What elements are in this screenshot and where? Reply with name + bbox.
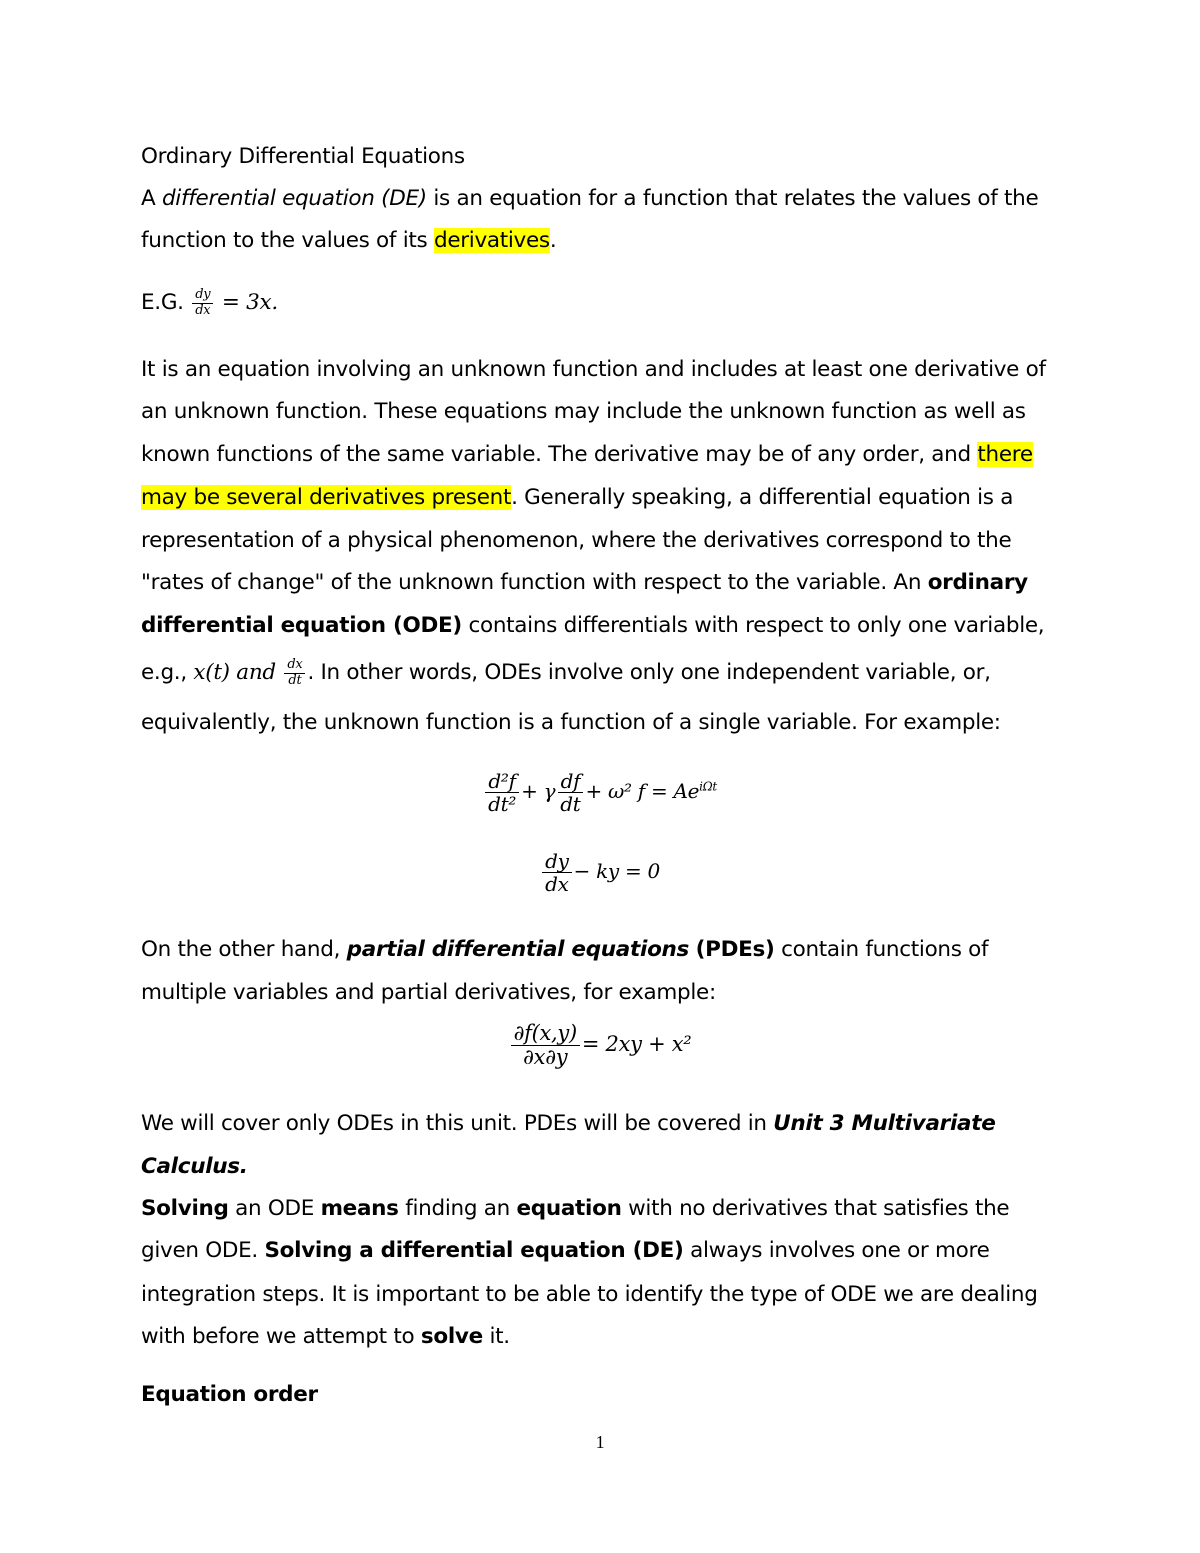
- term-solve: solve: [420, 1324, 483, 1349]
- text: "rates of change" of the unknown function with respect to the variable. An: [141, 570, 928, 595]
- para2-line8: [141, 658, 991, 688]
- fraction-dx-dt: [284, 658, 305, 688]
- term-ode: differential equation (ODE): [141, 613, 462, 638]
- fraction-denominator: dx: [545, 872, 569, 896]
- equation-1: [0, 770, 1200, 815]
- fraction: [557, 770, 583, 815]
- para1-line2: [141, 226, 556, 256]
- equation-rest: = 2xy + x²: [581, 1032, 692, 1057]
- term-calculus: Calculus.: [141, 1154, 248, 1179]
- para2-line9: equivalently, the unknown function is a function of a single variable. For example:: [141, 710, 1001, 735]
- fraction-numerator: dy: [542, 850, 572, 873]
- text: known functions of the same variable. The derivative may be of any order, and: [141, 442, 978, 467]
- text: an ODE: [228, 1196, 321, 1221]
- text: it.: [482, 1324, 510, 1349]
- fraction: [511, 1022, 580, 1069]
- term-solving-de: Solving a differential equation (DE): [264, 1238, 684, 1263]
- term-means: means: [320, 1196, 399, 1221]
- text: function to the values of its: [141, 228, 434, 253]
- example-line: [141, 288, 278, 318]
- text: A: [141, 186, 162, 211]
- page-number: 1: [595, 1432, 605, 1452]
- para5-line1: [141, 1194, 1009, 1224]
- section-heading: Equation order: [141, 1382, 318, 1407]
- term-pde: partial differential equations: [346, 937, 690, 962]
- para5-line2: [141, 1236, 990, 1266]
- equation-2: [0, 850, 1200, 895]
- document-title: Ordinary Differential Equations: [141, 144, 465, 169]
- text: finding an: [398, 1196, 517, 1221]
- math-x-of-t: x(t) and: [193, 660, 283, 685]
- text: contain functions of: [774, 937, 989, 962]
- para2-line1: It is an equation involving an unknown function and includes at least one derivative of: [141, 357, 1046, 382]
- term-pdes: (PDEs): [695, 937, 775, 962]
- fraction-numerator: dx: [284, 658, 305, 673]
- text: On the other hand,: [141, 937, 347, 962]
- example-label: E.G.: [141, 290, 191, 315]
- fraction-numerator: df: [558, 770, 584, 793]
- para5-line4: [141, 1322, 510, 1352]
- fraction-denominator: dx: [195, 302, 211, 318]
- fraction-denominator: dt²: [488, 792, 517, 816]
- text: is an equation for a function that relates the values of the: [426, 186, 1039, 211]
- para3-line2: multiple variables and partial derivatives, for example:: [141, 980, 716, 1005]
- para5-line3: integration steps. It is important to be able to identify the type of ODE we are dealing: [141, 1282, 1038, 1307]
- example-rhs: = 3x.: [215, 290, 278, 315]
- fraction-denominator: dt: [560, 792, 581, 816]
- text: . Generally speaking, a differential equation is a: [511, 485, 1014, 510]
- exponent: iΩt: [699, 779, 717, 794]
- text: given ODE.: [141, 1238, 265, 1263]
- term-differential-equation: differential equation (DE): [161, 186, 427, 211]
- highlight-several-derivatives: may be several derivatives present: [141, 485, 512, 510]
- para2-line4: [141, 483, 1013, 513]
- term-unit3: Unit 3 Multivariate: [773, 1111, 996, 1136]
- text: .: [549, 228, 557, 253]
- fraction-dy-dx: [192, 288, 213, 318]
- equation-rest: − ky = 0: [573, 859, 660, 883]
- operator: + γ: [521, 779, 556, 803]
- highlight-there: there: [977, 442, 1033, 467]
- para2-line7: [141, 611, 1044, 641]
- para2-line5: representation of a physical phenomenon, where the derivatives correspond to the: [141, 528, 1012, 553]
- para2-line6: [141, 568, 1028, 598]
- equation-rest: + ω² f = Ae: [585, 779, 700, 803]
- para4-line1: [141, 1109, 996, 1139]
- term-ordinary: ordinary: [927, 570, 1028, 595]
- para3-line1: [141, 935, 988, 965]
- para1-line1: [141, 184, 1038, 214]
- term-solving: Solving: [141, 1196, 229, 1221]
- term-equation: equation: [516, 1196, 622, 1221]
- text: with no derivatives that satisfies the: [621, 1196, 1010, 1221]
- text: contains differentials with respect to only one variable,: [461, 613, 1045, 638]
- text: always involves one or more: [683, 1238, 990, 1263]
- fraction-numerator: ∂f(x,y): [511, 1022, 580, 1046]
- fraction-denominator: ∂x∂y: [523, 1045, 568, 1070]
- text: with before we attempt to: [141, 1324, 421, 1349]
- equation-3: [0, 1022, 1200, 1069]
- text: . In other words, ODEs involve only one independent variable, or,: [307, 660, 991, 685]
- fraction: [542, 850, 572, 895]
- fraction-numerator: dy: [192, 288, 213, 303]
- para2-line3: [141, 440, 1033, 470]
- fraction-denominator: dt: [288, 672, 302, 688]
- fraction-numerator: d²f: [485, 770, 518, 793]
- highlight-derivatives: derivatives: [433, 228, 550, 253]
- text: We will cover only ODEs in this unit. PDEs will be covered in: [141, 1111, 774, 1136]
- para4-line2: [141, 1152, 248, 1182]
- fraction: [485, 770, 519, 815]
- para2-line2: an unknown function. These equations may include the unknown function as well as: [141, 399, 1026, 424]
- text: e.g.,: [141, 660, 194, 685]
